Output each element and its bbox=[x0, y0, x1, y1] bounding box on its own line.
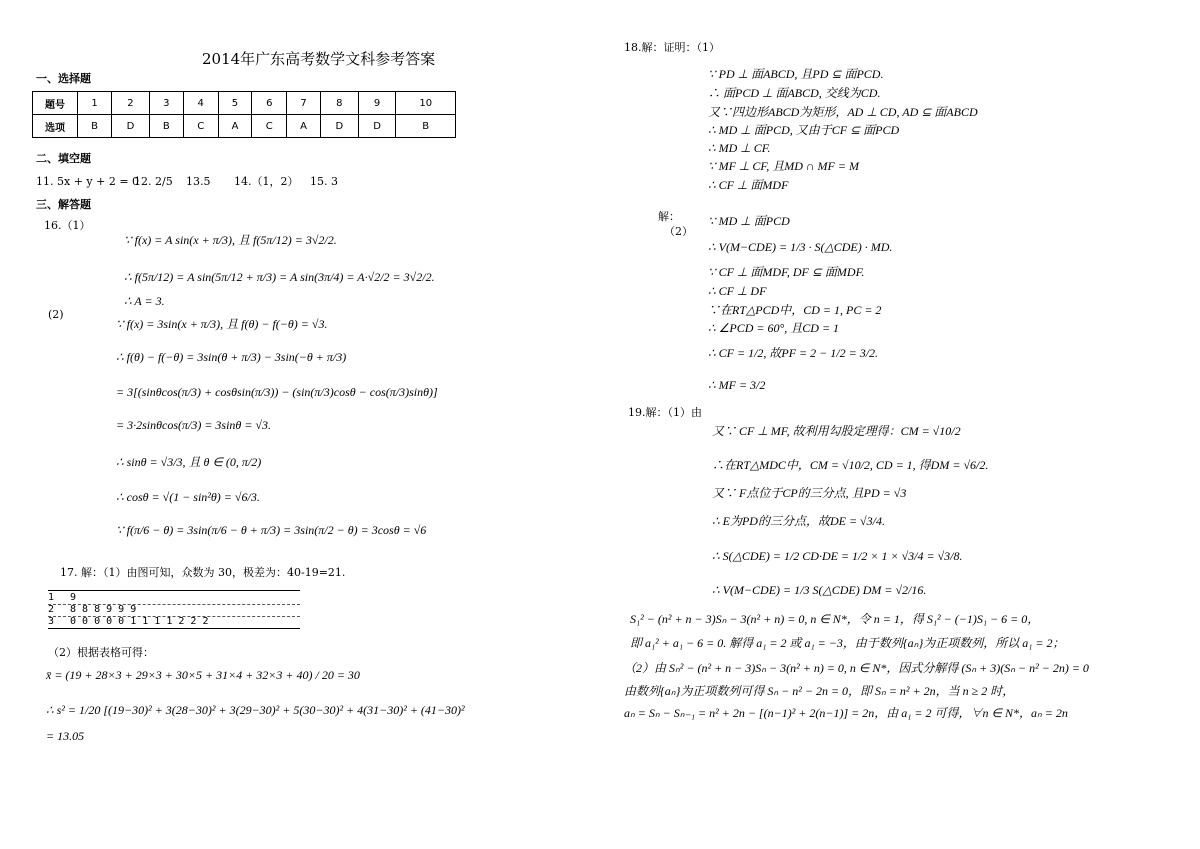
table-cell: C bbox=[252, 115, 287, 138]
q17-line: = 13.05 bbox=[46, 729, 85, 743]
table-cell: 4 bbox=[183, 92, 218, 115]
stem-leaf-top-rule bbox=[48, 590, 300, 591]
stem-leaf-row bbox=[48, 604, 300, 616]
table-cell: D bbox=[358, 115, 396, 138]
fill-answer-11: 11. 5x + y + 2 = 0 bbox=[36, 175, 140, 188]
q16-line: = 3·2sinθcos(π/3) = 3sinθ = √3. bbox=[116, 418, 272, 432]
table-cell: A bbox=[218, 115, 252, 138]
q18-line: ∴ MD ⊥ 面PCD, 又由于CF ⊆ 面PCD bbox=[708, 123, 900, 137]
table-header-cell: 选项 bbox=[33, 115, 78, 138]
table-cell: A bbox=[287, 115, 321, 138]
q19-line: S₁² − (n² + n − 3)Sₙ − 3(n² + n) = 0, n ∈ N*，令 n = 1，得 S₁² − (−1)S₁ − 6 = 0， bbox=[630, 612, 1040, 626]
q18-line: 又∵四边形ABCD为矩形，AD ⊥ CD, AD ⊆ 面ABCD bbox=[708, 105, 978, 119]
table-cell: 6 bbox=[252, 92, 287, 115]
fill-answer-12: 12. 2/5 bbox=[134, 175, 173, 188]
q19-line: ∴ V(M−CDE) = 1/3 S(△CDE) DM = √2/16. bbox=[712, 583, 927, 597]
stem-value: 1 bbox=[48, 592, 55, 603]
q18-line: ∵ MF ⊥ CF, 且MD ∩ MF = M bbox=[708, 159, 859, 173]
fill-answer-13: 13.5 bbox=[186, 175, 211, 188]
table-cell: B bbox=[78, 115, 112, 138]
stem-value: 3 bbox=[48, 616, 55, 627]
table-cell: 10 bbox=[396, 92, 456, 115]
q18-line: ∴ ∠PCD = 60°, 且CD = 1 bbox=[708, 321, 840, 335]
table-cell: B bbox=[396, 115, 456, 138]
q16-line: ∴ f(5π/12) = A sin(5π/12 + π/3) = A sin(3π/4) = A·√2/2 = 3√2/2. bbox=[124, 270, 435, 284]
section-solution-heading: 三、解答题 bbox=[36, 198, 91, 211]
stem-value: 2 bbox=[48, 604, 55, 615]
q18-line: ∴ CF = 1/2, 故PF = 2 − 1/2 = 3/2. bbox=[708, 346, 879, 360]
q17-line: 17. 解：（1）由图可知，众数为 30，极差为：40-19=21. bbox=[60, 566, 346, 579]
leaf-values: 8 8 8 9 9 9 bbox=[70, 604, 137, 615]
q19-line: 即 a₁² + a₁ − 6 = 0. 解得 a₁ = 2 或 a₁ = −3，由于数列{aₙ}为正项数列，所以 a₁ = 2； bbox=[630, 636, 1065, 650]
table-cell: 8 bbox=[321, 92, 359, 115]
table-cell: 5 bbox=[218, 92, 252, 115]
q19-line: 又∵ F点位于CP的三分点, 且PD = √3 bbox=[712, 486, 907, 500]
q18-line: ∵ CF ⊥ 面MDF, DF ⊆ 面MDF. bbox=[708, 265, 865, 279]
stem-leaf-plot bbox=[48, 592, 300, 628]
stem-leaf-row bbox=[48, 616, 300, 628]
table-cell: D bbox=[321, 115, 359, 138]
q17-line: ∴ s² = 1/20 [(19−30)² + 3(28−30)² + 3(29−30)² + 5(30−30)² + 4(31−30)² + (41−30)² bbox=[46, 703, 465, 717]
stem-leaf-row bbox=[48, 592, 300, 604]
q19-heading: 19.解：（1）由 bbox=[628, 406, 702, 419]
q18-line: ∴ MF = 3/2 bbox=[708, 378, 766, 392]
table-cell: 2 bbox=[112, 92, 150, 115]
q18-heading: 18.解：证明：（1） bbox=[624, 41, 720, 54]
q16-part2-label: (2) bbox=[48, 308, 64, 321]
q17-line: x̄ = (19 + 28×3 + 29×3 + 30×5 + 31×4 + 32×3 + 40) / 20 = 30 bbox=[46, 668, 360, 682]
q17-line: （2）根据表格可得： bbox=[48, 646, 154, 659]
table-cell: 7 bbox=[287, 92, 321, 115]
fill-answer-15: 15. 3 bbox=[310, 175, 338, 188]
answer-table-row-options bbox=[33, 115, 456, 138]
q19-line: aₙ = Sₙ − Sₙ₋₁ = n² + 2n − [(n−1)² + 2(n−1)] = 2n，由 a₁ = 2 可得，∀n ∈ N*，aₙ = 2n bbox=[624, 706, 1068, 720]
q16-part1-label: 16.（1） bbox=[44, 219, 91, 232]
q19-line: ∴在RT△MDC中，CM = √10/2, CD = 1, 得DM = √6/2. bbox=[712, 458, 989, 472]
table-cell: D bbox=[112, 115, 150, 138]
doc-title: 2014年广东高考数学文科参考答案 bbox=[202, 50, 436, 68]
q18-line: ∴ 面PCD ⊥ 面ABCD, 交线为CD. bbox=[708, 86, 881, 100]
q16-line: ∴ f(θ) − f(−θ) = 3sin(θ + π/3) − 3sin(−θ + π/3) bbox=[116, 350, 347, 364]
section-choice-heading: 一、选择题 bbox=[36, 72, 91, 85]
answer-table-row-numbers bbox=[33, 92, 456, 115]
q18-solution-label: 解： bbox=[658, 210, 680, 223]
q19-line: ∴ E为PD的三分点，故DE = √3/4. bbox=[712, 514, 885, 528]
table-cell: 1 bbox=[78, 92, 112, 115]
answer-table bbox=[32, 91, 456, 138]
q18-part2-label: （2） bbox=[664, 225, 693, 238]
q18-line: ∵在RT△PCD中，CD = 1, PC = 2 bbox=[708, 303, 882, 317]
table-cell: 3 bbox=[149, 92, 183, 115]
q16-line: ∵ f(x) = 3sin(x + π/3), 且 f(θ) − f(−θ) = √3. bbox=[116, 317, 328, 331]
q16-line: = 3[(sinθcos(π/3) + cosθsin(π/3)) − (sin(π/3)cosθ − cos(π/3)sinθ)] bbox=[116, 385, 438, 399]
q18-line: ∵ MD ⊥ 面PCD bbox=[708, 214, 790, 228]
q18-line: ∴ V(M−CDE) = 1/3 · S(△CDE) · MD. bbox=[708, 240, 893, 254]
stem-leaf-bottom-rule bbox=[48, 628, 300, 629]
table-header-cell: 题号 bbox=[33, 92, 78, 115]
q18-line: ∵ PD ⊥ 面ABCD, 且PD ⊆ 面PCD. bbox=[708, 67, 884, 81]
section-fill-heading: 二、填空题 bbox=[36, 152, 91, 165]
stem-leaf-divider bbox=[48, 604, 300, 605]
q19-line: （2）由 Sₙ² − (n² + n − 3)Sₙ − 3(n² + n) = 0, n ∈ N*，因式分解得 (Sₙ + 3)(Sₙ − n² − 2n) = 0 bbox=[624, 661, 1089, 675]
leaf-values: 9 bbox=[70, 592, 77, 603]
q16-line: ∵ f(x) = A sin(x + π/3), 且 f(5π/12) = 3√2/2. bbox=[124, 233, 337, 247]
q19-line: 由数列{aₙ}为正项数列可得 Sₙ − n² − 2n = 0，即 Sₙ = n² + 2n，当 n ≥ 2 时， bbox=[624, 684, 1015, 698]
q18-line: ∴ CF ⊥ DF bbox=[708, 284, 767, 298]
q19-line: ∴ S(△CDE) = 1/2 CD·DE = 1/2 × 1 × √3/4 = √3/8. bbox=[712, 549, 963, 563]
leaf-values: 0 0 0 0 0 1 1 1 1 2 2 2 bbox=[70, 616, 209, 627]
q16-line: ∵ f(π/6 − θ) = 3sin(π/6 − θ + π/3) = 3sin(π/2 − θ) = 3cosθ = √6 bbox=[116, 523, 427, 537]
fill-answer-14: 14.（1，2） bbox=[234, 175, 299, 188]
table-cell: C bbox=[183, 115, 218, 138]
q19-line: 又∵ CF ⊥ MF, 故利用勾股定理得：CM = √10/2 bbox=[712, 424, 961, 438]
q18-line: ∴ MD ⊥ CF. bbox=[708, 141, 771, 155]
q16-line: ∴ cosθ = √(1 − sin²θ) = √6/3. bbox=[116, 490, 260, 504]
table-cell: B bbox=[149, 115, 183, 138]
table-cell: 9 bbox=[358, 92, 396, 115]
q16-line: ∴ A = 3. bbox=[124, 294, 165, 308]
q18-line: ∴ CF ⊥ 面MDF bbox=[708, 178, 789, 192]
q16-line: ∴ sinθ = √3/3, 且 θ ∈ (0, π/2) bbox=[116, 455, 262, 469]
stem-leaf-divider bbox=[48, 616, 300, 617]
